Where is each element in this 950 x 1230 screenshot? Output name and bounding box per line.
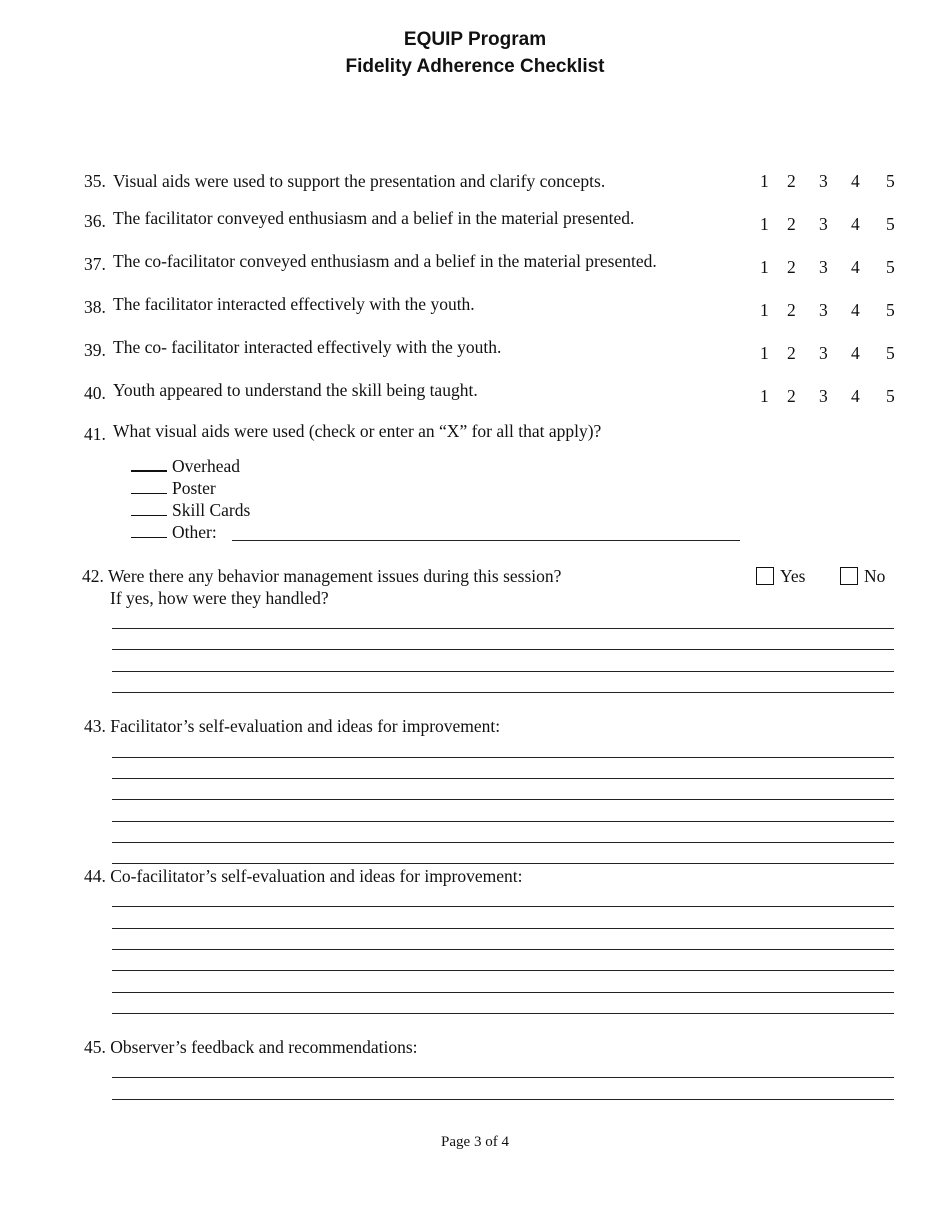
rating-option[interactable]: 4	[851, 257, 860, 277]
rating-option[interactable]: 3	[819, 386, 828, 406]
rating-option[interactable]: 4	[851, 343, 860, 363]
checkbox-blank[interactable]	[131, 501, 167, 516]
rating-option[interactable]: 1	[760, 257, 769, 277]
checkbox-blank[interactable]	[131, 456, 167, 472]
rating-option[interactable]: 3	[819, 257, 828, 277]
rating-option[interactable]: 2	[787, 386, 796, 406]
rating-option[interactable]: 5	[886, 343, 895, 363]
page-subtitle: Fidelity Adherence Checklist	[345, 56, 605, 77]
item-text: Visual aids were used to support the presentation and clarify concepts.	[113, 171, 606, 191]
rating-option[interactable]: 3	[819, 300, 828, 320]
rating-option[interactable]: 4	[851, 386, 860, 406]
item-number: 36.	[84, 211, 106, 231]
checkbox-blank[interactable]	[131, 523, 167, 538]
option-poster[interactable]: Poster	[131, 478, 216, 499]
item-number: 39.	[84, 340, 106, 360]
answer-line[interactable]	[112, 1099, 894, 1100]
answer-line[interactable]	[112, 649, 894, 650]
item-text: 44. Co-facilitator’s self-evaluation and ideas for improvement:	[84, 866, 523, 886]
rating-option[interactable]: 5	[886, 386, 895, 406]
item-number: 45.	[84, 1037, 106, 1057]
no-checkbox[interactable]	[840, 567, 858, 585]
item-text: The co-facilitator conveyed enthusiasm and a belief in the material presented.	[113, 251, 657, 271]
item-number: 42.	[82, 566, 104, 586]
rating-option[interactable]: 3	[819, 214, 828, 234]
yes-option[interactable]: Yes	[756, 566, 805, 587]
answer-line[interactable]	[112, 671, 894, 672]
item-text: What visual aids were used (check or enter an “X” for all that apply)?	[113, 421, 602, 441]
rating-option[interactable]: 4	[851, 214, 860, 234]
answer-line[interactable]	[112, 821, 894, 822]
answer-line[interactable]	[112, 906, 894, 907]
answer-line[interactable]	[112, 1013, 894, 1014]
rating-option[interactable]: 5	[886, 257, 895, 277]
rating-option[interactable]: 3	[819, 343, 828, 363]
rating-option[interactable]: 5	[886, 214, 895, 234]
item-number: 38.	[84, 297, 106, 317]
item-number: 43.	[84, 716, 106, 736]
answer-line[interactable]	[112, 757, 894, 758]
item-text: 42. Were there any behavior management issues during this session?	[82, 566, 562, 586]
item-number: 41.	[84, 424, 106, 444]
item-text: The facilitator interacted effectively with the youth.	[113, 294, 475, 314]
item-text: 45. Observer’s feedback and recommendations:	[84, 1037, 418, 1057]
rating-option[interactable]: 5	[886, 171, 895, 191]
page-number: Page 3 of 4	[441, 1134, 509, 1150]
rating-option[interactable]: 4	[851, 171, 860, 191]
checkbox-blank[interactable]	[131, 479, 167, 494]
rating-option[interactable]: 2	[787, 171, 796, 191]
item-text: The facilitator conveyed enthusiasm and a belief in the material presented.	[113, 208, 635, 228]
item-text: The co- facilitator interacted effectively with the youth.	[113, 337, 502, 357]
rating-option[interactable]: 2	[787, 343, 796, 363]
rating-option[interactable]: 4	[851, 300, 860, 320]
rating-option[interactable]: 1	[760, 214, 769, 234]
answer-line[interactable]	[112, 778, 894, 779]
option-overhead[interactable]: Overhead	[131, 456, 240, 477]
answer-line[interactable]	[112, 628, 894, 629]
no-option[interactable]: No	[840, 566, 885, 587]
answer-line[interactable]	[112, 1077, 894, 1078]
item-number: 35.	[84, 171, 106, 191]
answer-line[interactable]	[112, 928, 894, 929]
rating-option[interactable]: 1	[760, 343, 769, 363]
rating-option[interactable]: 2	[787, 257, 796, 277]
item-followup: If yes, how were they handled?	[110, 588, 329, 608]
item-text: Youth appeared to understand the skill being taught.	[113, 380, 478, 400]
rating-option[interactable]: 1	[760, 171, 769, 191]
option-other[interactable]: Other:	[131, 522, 217, 543]
item-text: 43. Facilitator’s self-evaluation and ideas for improvement:	[84, 716, 501, 736]
answer-line[interactable]	[112, 863, 894, 864]
answer-line[interactable]	[112, 970, 894, 971]
page-title: EQUIP Program	[403, 29, 547, 50]
rating-option[interactable]: 5	[886, 300, 895, 320]
answer-line[interactable]	[112, 799, 894, 800]
answer-line[interactable]	[112, 842, 894, 843]
answer-line[interactable]	[112, 949, 894, 950]
rating-option[interactable]: 2	[787, 214, 796, 234]
item-number: 40.	[84, 383, 106, 403]
answer-line[interactable]	[112, 692, 894, 693]
rating-option[interactable]: 3	[819, 171, 828, 191]
rating-option[interactable]: 1	[760, 386, 769, 406]
rating-option[interactable]: 1	[760, 300, 769, 320]
other-answer-line[interactable]	[232, 540, 740, 541]
option-skill-cards[interactable]: Skill Cards	[131, 500, 250, 521]
item-number: 37.	[84, 254, 106, 274]
rating-option[interactable]: 2	[787, 300, 796, 320]
answer-line[interactable]	[112, 992, 894, 993]
yes-checkbox[interactable]	[756, 567, 774, 585]
item-number: 44.	[84, 866, 106, 886]
